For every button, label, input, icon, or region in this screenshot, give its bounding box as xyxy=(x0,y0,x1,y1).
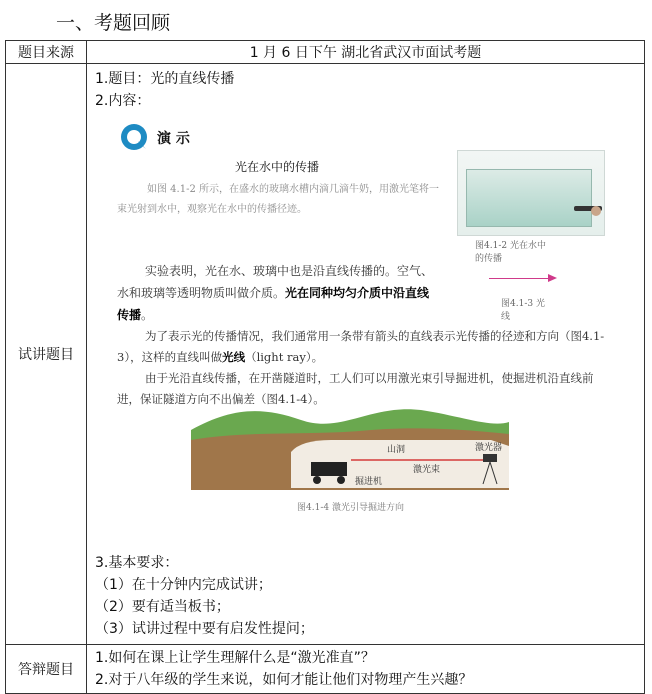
conclusion-end: 。 xyxy=(141,308,154,322)
beam-label: 激光束 xyxy=(413,465,441,475)
water-tank-photo xyxy=(457,150,605,236)
demo-icon xyxy=(119,122,149,152)
qa-item: 2.对于八年级的学生来说，如何才能让他们对物理产生兴趣？ xyxy=(95,672,473,688)
light-ray-arrow-icon xyxy=(548,274,557,282)
light-ray-line xyxy=(489,278,549,279)
ray-term: 光线 xyxy=(222,350,246,364)
machine-label: 掘进机 xyxy=(355,477,383,487)
textbook-excerpt xyxy=(117,120,605,540)
source-row xyxy=(6,41,645,64)
cave-label: 山洞 xyxy=(387,445,406,455)
source-label: 题目来源 xyxy=(6,41,87,64)
photo-caption: 图4.1-2 光在水中的传播 xyxy=(475,241,546,264)
requirement-item: （1）在十分钟内完成试讲； xyxy=(95,577,272,593)
section-heading: 一、考题回顾 xyxy=(56,12,171,34)
requirement-title: 3.基本要求： xyxy=(95,555,179,571)
demo-paragraph: 如图 4.1-2 所示，在盛水的玻璃水槽内滴几滴牛奶，用激光笔将一束光射到水中，观察光在水中的传播径迹。 xyxy=(117,184,440,215)
qa-content xyxy=(87,645,645,694)
ray-text: 为了表示光的传播情况，我们通常用一条带有箭头的直线表示光传播的径迹和方向（图4.1-3），这样的直线叫做 xyxy=(117,329,605,364)
conclusion-bold: 光在同种均匀介质中沿直线传播 xyxy=(117,286,430,322)
water-tank-image xyxy=(466,169,592,227)
light-ray-paragraph xyxy=(117,326,615,410)
topic-row xyxy=(6,64,645,645)
qa-label: 答辩题目 xyxy=(6,645,87,694)
conclusion-text: 实验表明，光在水、玻璃中也是沿直线传播的。空气、水和玻璃等透明物质叫做介质。 xyxy=(117,264,434,300)
requirements xyxy=(95,552,636,640)
demo-title: 演 示 xyxy=(157,131,190,147)
topic-content-line: 2.内容： xyxy=(95,93,151,109)
conclusion-paragraph xyxy=(117,260,439,326)
excerpt-title: 光在水中的传播 xyxy=(235,160,320,174)
topic-content xyxy=(87,64,645,645)
laser-label: 激光器 xyxy=(475,443,503,453)
qa-item: 1.如何在课上让学生理解什么是“激光准直”？ xyxy=(95,650,375,666)
tunnel-illustration xyxy=(191,400,509,490)
tunnel-caption: 图4.1-4 激光引导掘进方向 xyxy=(297,503,404,513)
requirement-item: （3）试讲过程中要有启发性提问； xyxy=(95,621,314,637)
qa-row xyxy=(6,645,645,694)
ray-caption: 图4.1-3 光线 xyxy=(501,299,545,322)
topic-label: 试讲题目 xyxy=(6,64,87,645)
topic-title-line: 1.题目：光的直线传播 xyxy=(95,71,235,87)
laser-pointer-icon xyxy=(570,201,604,217)
source-value: 1 月 6 日下午 湖北省武汉市面试考题 xyxy=(87,41,645,64)
tunnel-paragraph: 由于光沿直线传播，在开凿隧道时，工人们可以用激光束引导掘进机，使掘进机沿直线前进，保证隧道方向不出偏差（图4.1-4）。 xyxy=(117,371,594,406)
exam-table xyxy=(5,40,645,694)
requirement-item: （2）要有适当板书； xyxy=(95,599,230,615)
ray-term-en: （light ray）。 xyxy=(245,350,324,364)
